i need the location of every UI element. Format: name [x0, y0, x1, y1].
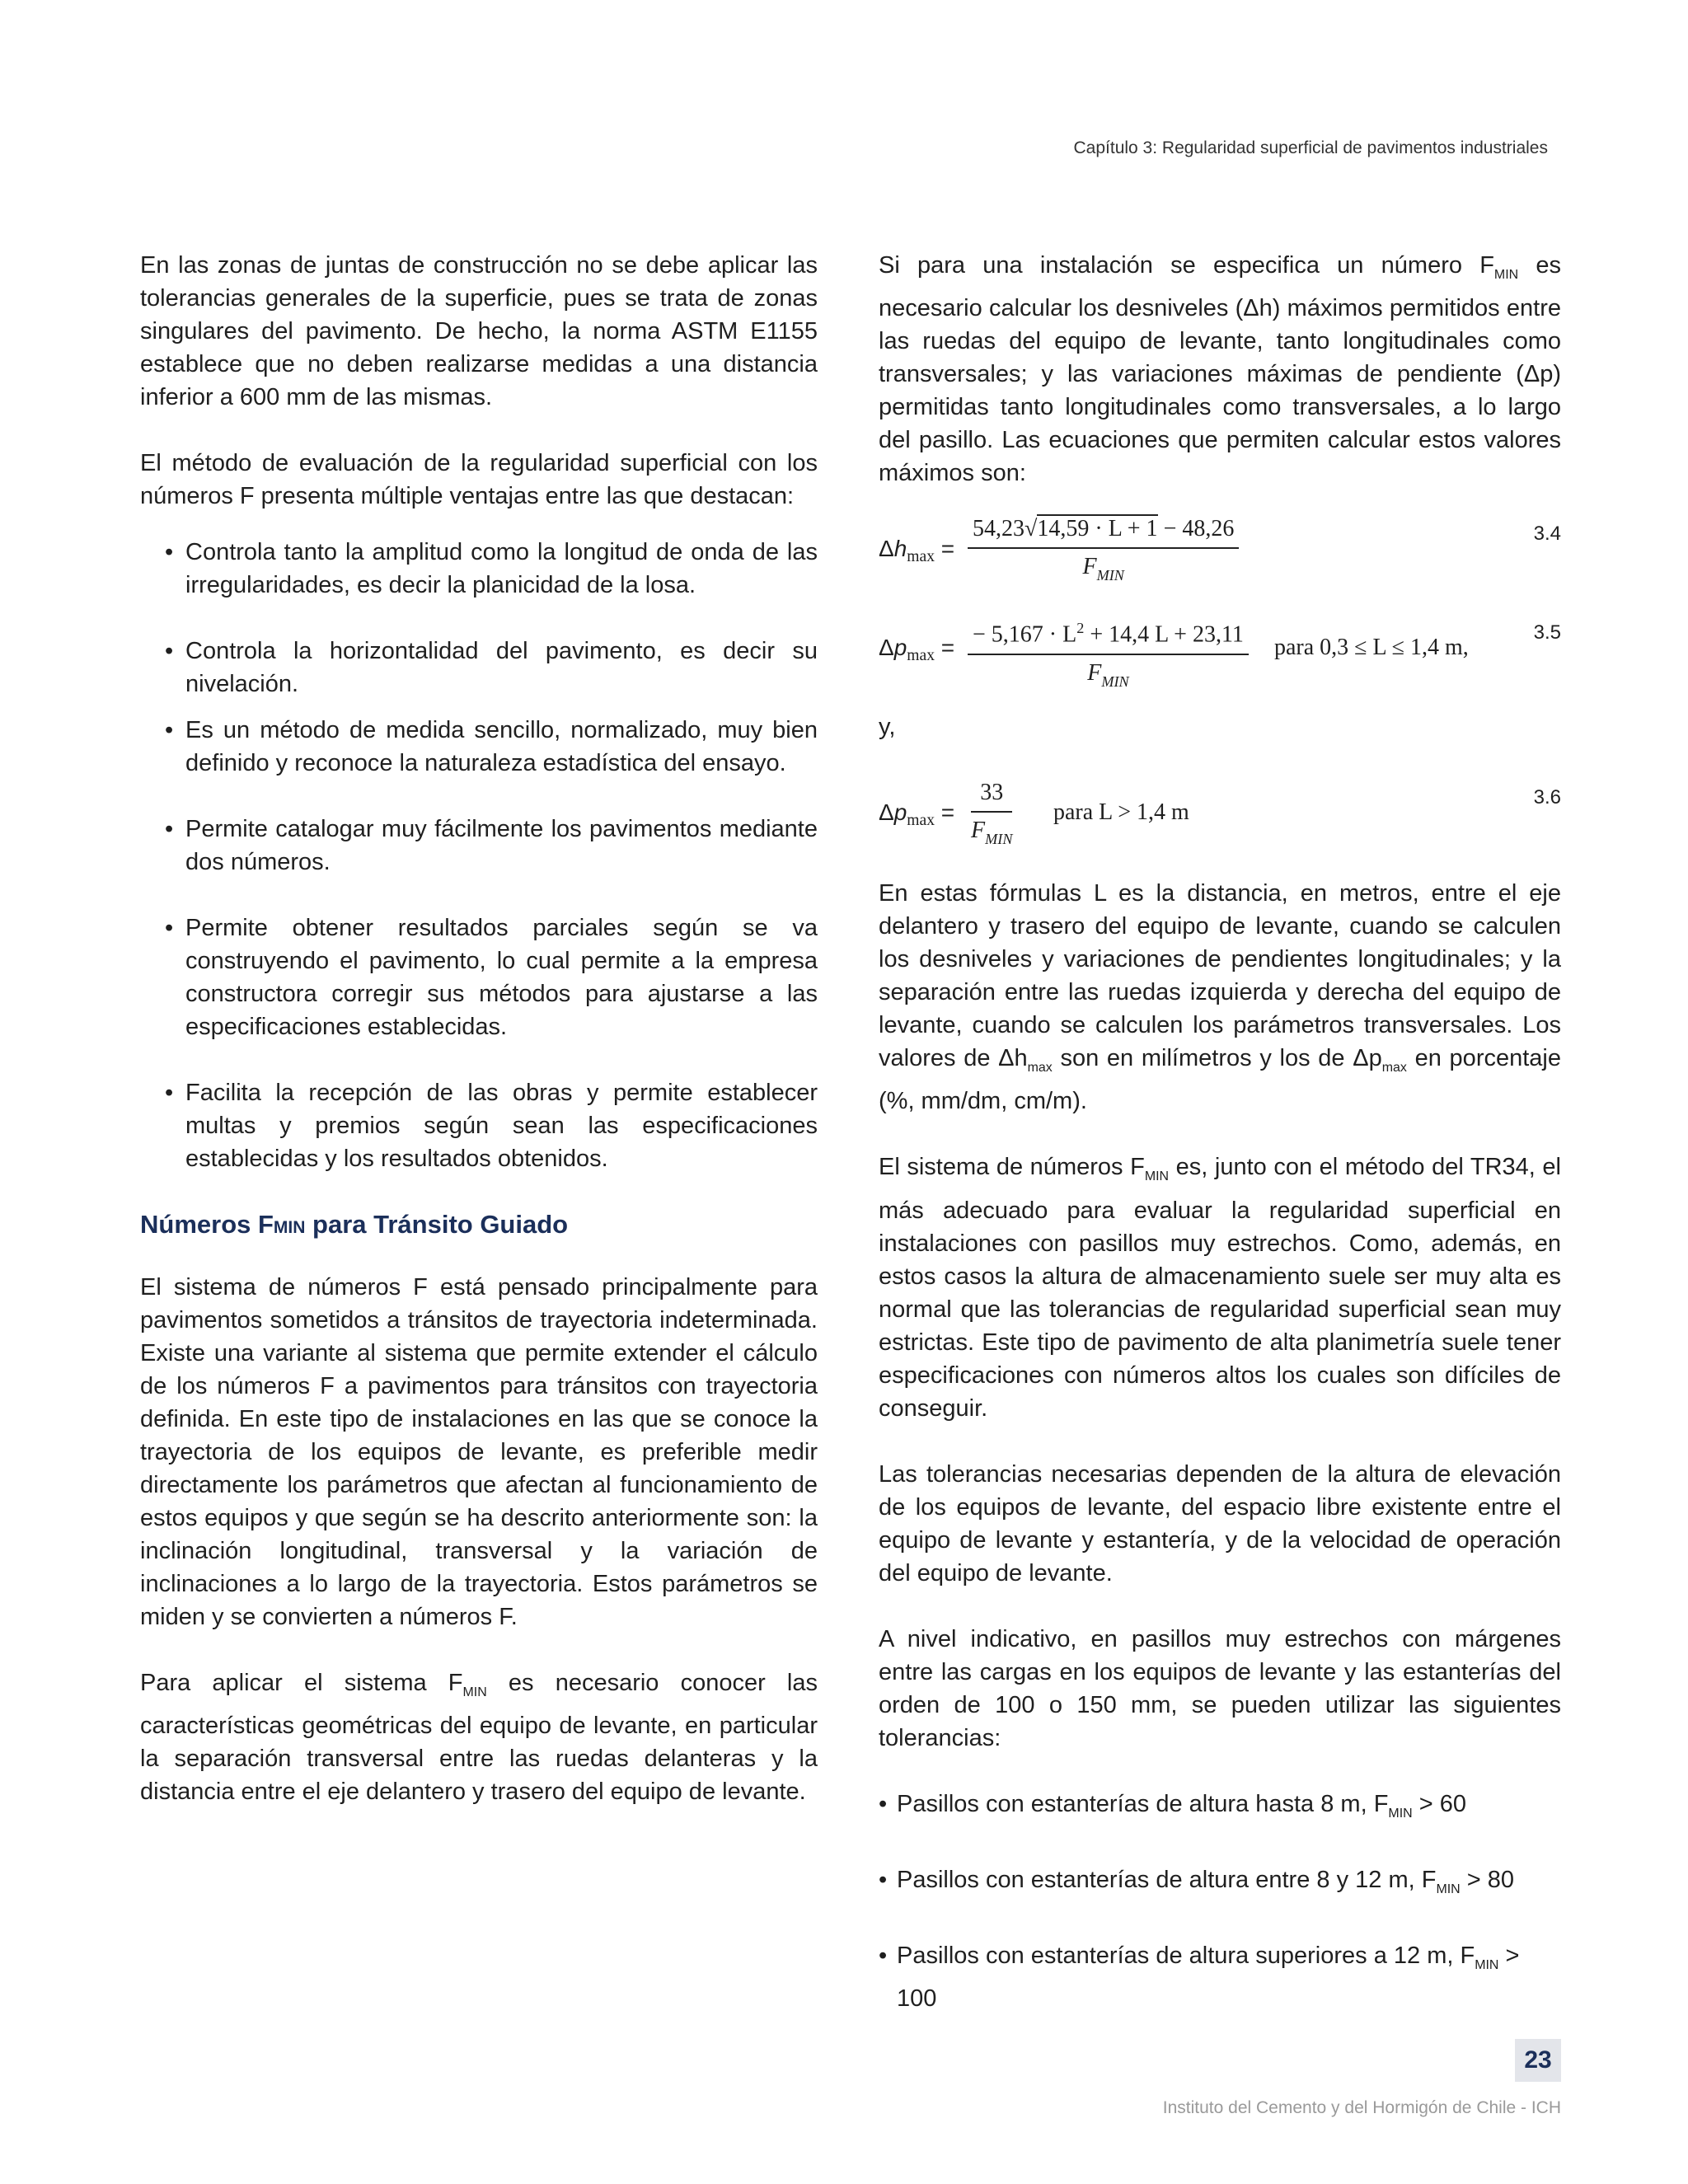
sqrt-sign: √	[1025, 516, 1038, 542]
eq-term: + 14,4 L + 23,11	[1084, 621, 1244, 648]
eq-var: p	[893, 635, 907, 661]
equation-3-6	[879, 776, 1561, 852]
eq-var: h	[893, 536, 907, 562]
eq-term: 54,23	[973, 516, 1025, 542]
equation-fraction	[968, 513, 1239, 592]
heading-text: para Tránsito Guiado	[305, 1210, 569, 1239]
heading-subscript: MIN	[273, 1218, 306, 1237]
eq-sub: max	[907, 548, 935, 566]
eq-term: − 48,26	[1157, 516, 1235, 542]
paragraph	[879, 877, 1561, 1118]
eq-den: F	[1082, 554, 1097, 580]
footer-institution: Instituto del Cemento y del Hormigón de Chile - ICH	[1162, 2098, 1561, 2117]
subscript: MIN	[1436, 1882, 1461, 1896]
denominator	[968, 655, 1249, 698]
text: Si para una instalación se especifica un número F	[879, 252, 1494, 279]
paragraph	[140, 1666, 818, 1808]
paragraph	[879, 1151, 1561, 1424]
text: Pasillos con estanterías de altura hasta 8 m, F	[897, 1790, 1389, 1817]
eq-den-sub: MIN	[1096, 567, 1124, 584]
eq-den-sub: MIN	[985, 831, 1013, 848]
denominator	[971, 813, 1012, 855]
list-item: • Permite obtener resultados parciales según se va construyendo el pavimento, lo cual permite a la empresa constructora corregir sus métodos para ajustarse a las especificaciones establecidas.	[140, 912, 818, 1043]
advantages-list	[140, 536, 818, 1175]
eq-sup: 2	[1076, 620, 1085, 637]
equation-lhs: $\Delta p_{max}$ =	[879, 635, 955, 665]
text: es, junto con el método del TR34, el más adecuado para evaluar la regularidad superficial en instalaciones con pasillos muy estrechos. Como, además, en estos casos la altura de almacenamiento suele ser muy alta es normal que las tolerancias de regularidad superficial sean muy estrictas. Este tipo de pavimento de alta planimetría suele tener especificaciones con números altos los cuales son difíciles de conseguir.	[879, 1154, 1561, 1422]
equation-3-4	[879, 513, 1561, 588]
text: Para aplicar el sistema F	[140, 1670, 463, 1696]
eq-sub: max	[907, 812, 935, 830]
equation-number: 3.4	[1533, 523, 1561, 546]
text: En estas fórmulas L es la distancia, en metros, entre el eje delantero y trasero del equipo de levante, cuando se calculen los desniveles y variaciones de pendientes longitudinales; y la separación entre las ruedas izquierda y derecha del equipo de levante, cuando se calculen los parámetros transversales. Los valores de Δh	[879, 880, 1561, 1072]
page-number: 23	[1515, 2039, 1561, 2082]
eq-var: p	[893, 799, 907, 826]
paragraph: Las tolerancias necesarias dependen de la altura de elevación de los equipos de levante, del espacio libre existente entre el equipo de levante y estantería, y de la velocidad de operación del equipo de levante.	[879, 1460, 1561, 1586]
subscript: MIN	[1388, 1806, 1413, 1821]
heading-text: Números F	[140, 1210, 274, 1239]
eq-den: F	[971, 818, 986, 844]
eq-den: F	[1087, 659, 1102, 686]
subscript: MIN	[462, 1685, 487, 1700]
eq-radicand: 14,59 · L + 1	[1037, 516, 1158, 542]
paragraph: En las zonas de juntas de construcción no se debe aplicar las tolerancias generales de la superficie, pues se trata de zonas singulares del pavimento. De hecho, la norma ASTM E1155 establece que no deben realizarse medidas a una distancia inferior a 600 mm de las mismas.	[140, 252, 818, 410]
equation-fraction	[968, 612, 1249, 698]
text: Pasillos con estanterías de altura superiores a 12 m, F	[897, 1942, 1475, 1969]
subscript: max	[1027, 1061, 1053, 1076]
equation-number: 3.5	[1533, 621, 1561, 644]
list-item: • Controla tanto la amplitud como la longitud de onda de las irregularidades, es decir la planicidad de la losa.	[140, 536, 818, 602]
subscript: MIN	[1144, 1169, 1170, 1184]
value: > 100	[897, 1942, 1520, 2013]
text: El sistema de números F	[879, 1154, 1145, 1181]
paragraph: El sistema de números F está pensado principalmente para pavimentos sometidos a tránsitos de trayectoria indeterminada. Existe una variante al sistema que permite extender el cálculo de los números F a pavimentos para tránsitos con trayectoria definida. En este tipo de instalaciones en las que se conoce la trayectoria de los equipos de levante, es preferible medir directamente los parámetros que afectan al funcionamiento de estos equipos y que según se ha descrito anteriormente son: la inclinación longitudinal, transversal y la variación de inclinaciones a lo largo de la trayectoria. Estos parámetros se miden y se convierten a números F.	[140, 1274, 818, 1630]
equation-3-5	[879, 612, 1561, 690]
list-item: • Es un método de medida sencillo, normalizado, muy bien definido y reconoce la naturaleza estadística del ensayo.	[140, 714, 818, 780]
subscript: max	[1381, 1061, 1407, 1076]
text: son en milímetros y los de Δp	[1052, 1045, 1382, 1072]
value: > 80	[1466, 1866, 1514, 1893]
equation-fraction	[971, 776, 1012, 855]
left-column	[140, 249, 818, 1841]
denominator	[968, 549, 1239, 592]
subscript: MIN	[1475, 1958, 1499, 1973]
eq-sub: max	[907, 647, 935, 665]
paragraph	[879, 249, 1561, 490]
list-item	[879, 1788, 1561, 1830]
text: Pasillos con estanterías de altura entre 8 y 12 m, F	[897, 1866, 1437, 1893]
list-item: • Permite catalogar muy fácilmente los pavimentos mediante dos números.	[140, 813, 818, 879]
text: en porcentaje (%, mm/dm, cm/m).	[879, 1045, 1561, 1115]
text: es necesario calcular los desniveles (Δh) máximos permitidos entre las ruedas del equipo de levante, tanto longitudinales como transversales; y las variaciones máximas de pendiente (Δp) permitidas tanto longitudinales como transversales, a lo largo del pasillo. Las ecuaciones que permiten calcular estos valores máximos son:	[879, 252, 1561, 487]
list-item: • Controla la horizontalidad del pavimento, es decir su nivelación.	[140, 635, 818, 701]
equation-number: 3.6	[1533, 786, 1561, 809]
text: es necesario conocer las características geométricas del equipo de levante, en particular la separación transversal entre las ruedas delanteras y la distancia entre el eje delantero y trasero del equipo de levante.	[140, 1670, 818, 1806]
running-header: Capítulo 3: Regularidad superficial de pavimentos industriales	[1073, 138, 1548, 157]
equation-condition: para 0,3 ≤ L ≤ 1,4 m,	[1274, 635, 1469, 661]
right-column	[879, 249, 1561, 2048]
list-item: • Facilita la recepción de las obras y permite establecer multas y premios según sean las especificaciones establecidas y los resultados obtenidos.	[140, 1076, 818, 1175]
equation-lhs: $\Delta p_{max}$ =	[879, 799, 955, 830]
connector-text: y,	[879, 714, 896, 741]
numerator	[968, 513, 1239, 549]
eq-den-sub: MIN	[1101, 673, 1129, 690]
numerator	[968, 612, 1249, 654]
tolerance-list	[879, 1788, 1561, 2016]
value: > 60	[1418, 1790, 1466, 1817]
equation-lhs: $\Delta h_{max}$ =	[879, 536, 955, 566]
section-heading	[140, 1208, 818, 1244]
paragraph: A nivel indicativo, en pasillos muy estrechos con márgenes entre las cargas en los equipos de levante y las estanterías del orden de 100 o 150 mm, se pueden utilizar las siguientes tolerancias:	[879, 1625, 1561, 1751]
eq-term: − 5,167 · L	[973, 621, 1077, 648]
list-item	[879, 1939, 1561, 2015]
paragraph: El método de evaluación de la regularidad superficial con los números F presenta múltiple ventajas entre las que destacan:	[140, 450, 818, 509]
equation-condition: para L > 1,4 m	[1053, 799, 1189, 826]
list-item	[879, 1863, 1561, 1906]
numerator: 33	[971, 776, 1012, 813]
subscript: MIN	[1493, 268, 1519, 283]
